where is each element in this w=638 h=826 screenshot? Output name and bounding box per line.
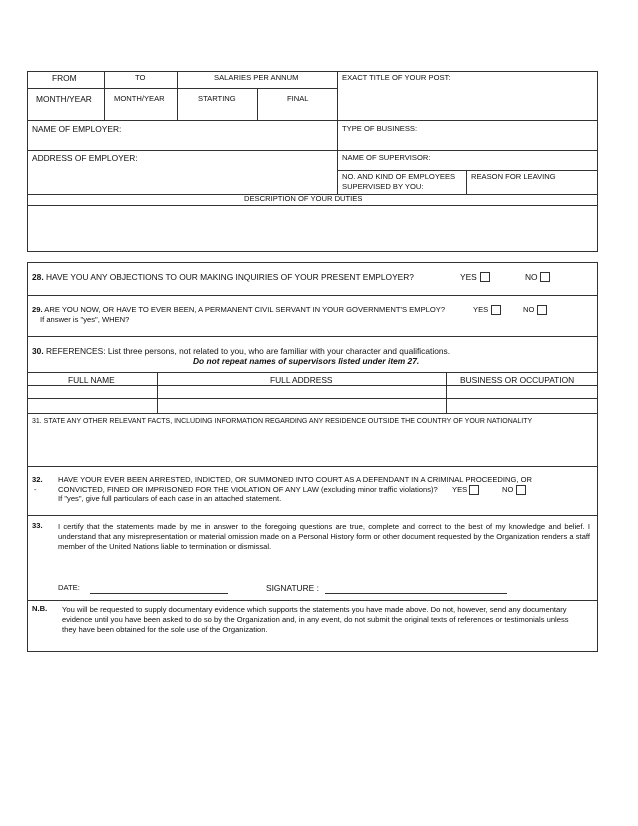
employer-name-label: NAME OF EMPLOYER: xyxy=(32,124,122,134)
q28-question xyxy=(32,273,414,283)
row-divider xyxy=(27,466,598,467)
duties-label: DESCRIPTION OF YOUR DUTIES xyxy=(244,194,363,203)
col-business-occupation: BUSINESS OR OCCUPATION xyxy=(460,375,575,385)
to-label: TO xyxy=(135,73,146,82)
q28-no-label: NO xyxy=(525,272,538,282)
nb-label: N.B. xyxy=(32,604,48,613)
row-divider xyxy=(27,295,598,296)
q32-yes-checkbox[interactable] xyxy=(469,485,479,495)
q32-no-checkbox[interactable] xyxy=(516,485,526,495)
q33-certification-text: I certify that the statements made by me in answer to the foregoing questions are true, complete and correct to the best of my knowledge and belief. I understand that any misrepresentation or material omission made on a Personal History form or other document requested by the Organization renders a staff member of the United Nations liable to termination or dismissal. xyxy=(58,522,590,551)
q32-yes-label: YES xyxy=(452,485,468,494)
col-divider xyxy=(466,170,467,194)
row-divider xyxy=(27,336,598,337)
starting-salary-label: STARTING xyxy=(198,94,236,103)
to-month-year-label: MONTH/YEAR xyxy=(114,94,165,103)
employees-supervised-label-2: SUPERVISED BY YOU: xyxy=(342,182,424,191)
signature-label: SIGNATURE : xyxy=(266,583,319,593)
row-divider xyxy=(27,515,598,516)
col-full-name: FULL NAME xyxy=(68,375,115,385)
nb-text: You will be requested to supply documentary evidence which supports the statements you have made above. Do not, however, send any documentary evidence until you have been asked to do so by the Organization and, in any event, do not submit the original texts of references or testimonials unless they have been obtained for the sole use of the Organization. xyxy=(62,605,569,634)
q29-yes-label: YES xyxy=(473,305,489,314)
date-line[interactable] xyxy=(90,593,228,594)
q29-when-text: If answer is "yes", WHEN? xyxy=(40,315,130,324)
q30-text: REFERENCES: List three persons, not related to you, who are familiar with your character and qualifications. xyxy=(45,346,451,356)
row-divider xyxy=(27,413,598,414)
q28-no-checkbox[interactable] xyxy=(540,272,550,282)
q32-number: 32. xyxy=(32,475,43,484)
q33-number: 33. xyxy=(32,521,43,530)
col-divider xyxy=(157,372,158,413)
q28-text: HAVE YOU ANY OBJECTIONS TO OUR MAKING INQUIRIES OF YOUR PRESENT EMPLOYER? xyxy=(45,272,414,282)
final-salary-label: FINAL xyxy=(287,94,309,103)
col-full-address: FULL ADDRESS xyxy=(270,375,333,385)
q32-line2: CONVICTED, FINED OR IMPRISONED FOR THE VIOLATION OF ANY LAW (excluding minor traffic violations)? xyxy=(58,485,438,494)
row-divider xyxy=(337,170,598,171)
col-divider xyxy=(446,372,447,413)
q31-question: 31. STATE ANY OTHER RELEVANT FACTS, INCLUDING INFORMATION REGARDING ANY RESIDENCE OUTSIDE THE COUNTRY OF YOUR NATIONALITY xyxy=(32,418,533,425)
q29-no-label: NO xyxy=(523,305,535,314)
employer-address-label: ADDRESS OF EMPLOYER: xyxy=(32,153,138,163)
q28-yes-checkbox[interactable] xyxy=(480,272,490,282)
employees-supervised-label: NO. AND KIND OF EMPLOYEES xyxy=(342,172,456,181)
q32-no-label: NO xyxy=(502,485,514,494)
from-month-year-label: MONTH/YEAR xyxy=(36,94,92,104)
row-divider xyxy=(27,398,598,399)
q32-line3: If "yes", give full particulars of each case in an attached statement. xyxy=(58,494,282,503)
q30-note: Do not repeat names of supervisors listed under item 27. xyxy=(193,356,420,366)
row-divider xyxy=(27,120,598,121)
col-divider xyxy=(257,88,258,120)
exact-title-label: EXACT TITLE OF YOUR POST: xyxy=(342,73,451,82)
q28-yes-label: YES xyxy=(460,272,477,282)
q32-dash: - xyxy=(34,485,37,494)
q28-number: 28. xyxy=(32,272,44,282)
signature-line[interactable] xyxy=(325,593,507,594)
row-divider xyxy=(27,600,598,601)
q29-question xyxy=(32,306,445,315)
row-divider xyxy=(27,205,598,206)
date-label: DATE: xyxy=(58,583,80,592)
row-divider xyxy=(27,150,598,151)
q29-number: 29. xyxy=(32,305,43,314)
from-label: FROM xyxy=(52,73,77,83)
q29-text: ARE YOU NOW, OR HAVE TO EVER BEEN, A PERMANENT CIVIL SERVANT IN YOUR GOVERNMENT'S EMPLOY? xyxy=(44,305,446,314)
q29-no-checkbox[interactable] xyxy=(537,305,547,315)
salaries-label: SALARIES PER ANNUM xyxy=(214,73,299,82)
q29-yes-checkbox[interactable] xyxy=(491,305,501,315)
row-divider xyxy=(27,372,598,373)
col-divider xyxy=(337,71,338,194)
reason-leaving-label: REASON FOR LEAVING xyxy=(471,172,556,181)
q32-line1: HAVE YOUR EVER BEEN ARRESTED, INDICTED, OR SUMMONED INTO COURT AS A DEFENDANT IN A CRIMINAL PROCEEDING, OR xyxy=(58,475,532,484)
business-type-label: TYPE OF BUSINESS: xyxy=(342,124,418,133)
col-divider xyxy=(177,71,178,120)
supervisor-name-label: NAME OF SUPERVISOR: xyxy=(342,153,431,162)
q30-number: 30. xyxy=(32,346,44,356)
col-divider xyxy=(104,71,105,120)
row-divider xyxy=(27,88,337,89)
